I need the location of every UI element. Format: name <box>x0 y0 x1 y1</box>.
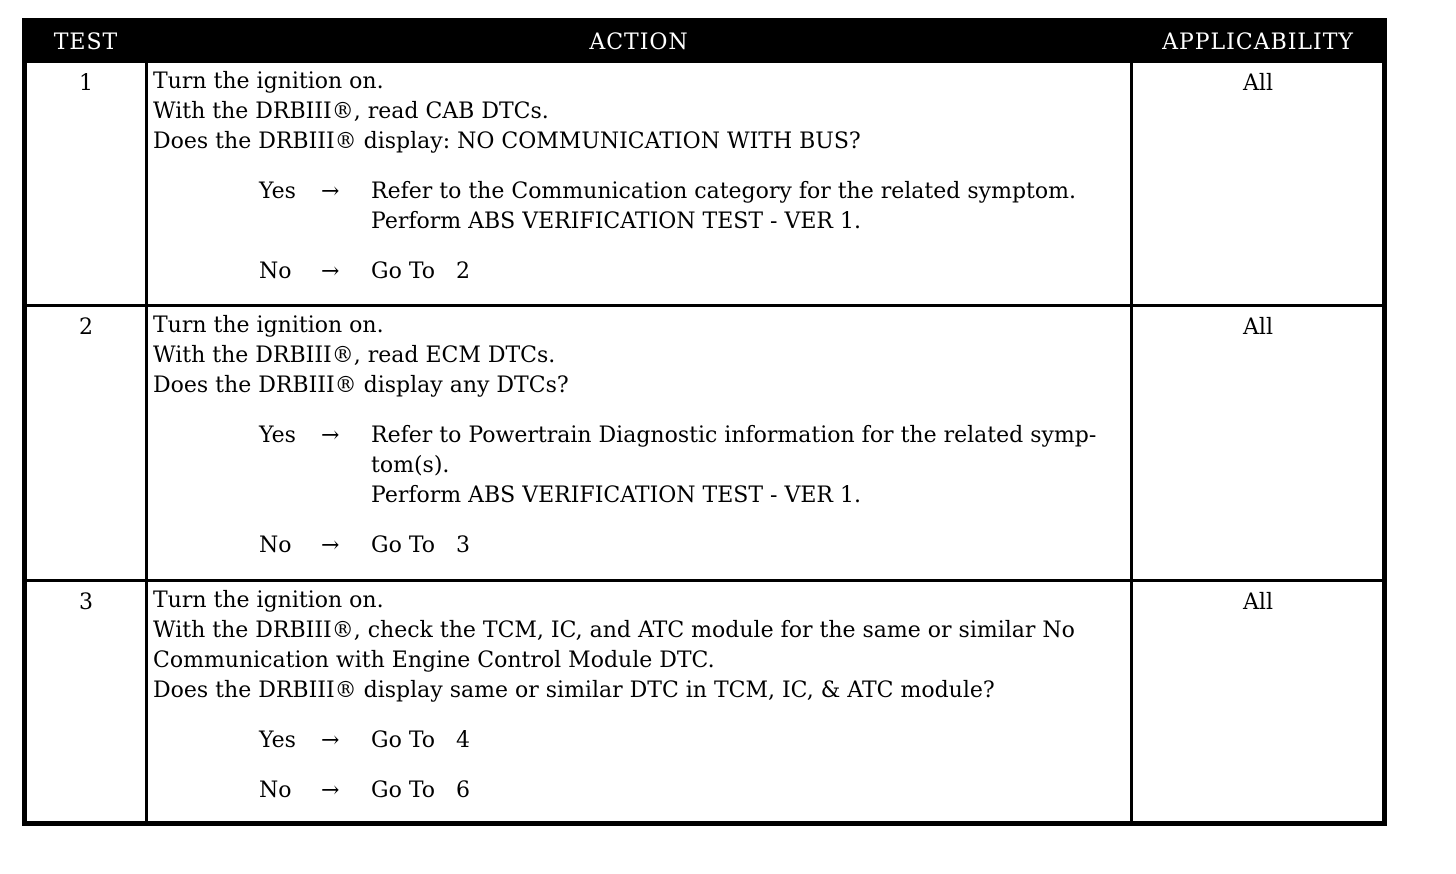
action-line: With the DRBIII®, check the TCM, IC, and ATC module for the same or similar No <box>153 618 1075 643</box>
yes-result-text: Refer to the Communication category for the related symptom. <box>371 179 1076 204</box>
action-cell <box>153 586 1133 806</box>
no-branch <box>153 531 1133 561</box>
applicability-value: All <box>1243 590 1273 615</box>
action-line: Does the DRBIII® display same or similar DTC in TCM, IC, & ATC module? <box>153 678 995 703</box>
action-line: Turn the ignition on. <box>153 588 384 613</box>
no-label: No <box>259 259 292 284</box>
no-label: No <box>259 778 292 803</box>
header-action: ACTION <box>589 30 689 55</box>
action-cell <box>153 67 1133 287</box>
row-divider <box>27 579 1382 582</box>
test-number: 1 <box>79 71 93 96</box>
yes-label: Yes <box>259 423 296 448</box>
yes-result-text: Perform ABS VERIFICATION TEST - VER 1. <box>371 483 861 508</box>
yes-branch <box>153 177 1133 237</box>
yes-label: Yes <box>259 179 296 204</box>
yes-result-text: tom(s). <box>371 453 450 478</box>
diagnostic-test-table <box>22 18 1387 826</box>
applicability-value: All <box>1243 315 1273 340</box>
yes-label: Yes <box>259 728 296 753</box>
arrow-icon: → <box>321 728 340 753</box>
no-branch <box>153 776 1133 806</box>
table-header <box>27 23 1382 63</box>
header-test: TEST <box>53 30 119 55</box>
row-divider <box>27 304 1382 307</box>
no-label: No <box>259 533 292 558</box>
yes-branch <box>153 726 1133 756</box>
action-line: With the DRBIII®, read ECM DTCs. <box>153 343 556 368</box>
yes-result-text: Go To 4 <box>371 728 470 753</box>
applicability-value: All <box>1243 71 1273 96</box>
no-result-text: Go To 3 <box>371 533 470 558</box>
arrow-icon: → <box>321 533 340 558</box>
action-line: Communication with Engine Control Module DTC. <box>153 648 715 673</box>
arrow-icon: → <box>321 179 340 204</box>
action-line: Does the DRBIII® display any DTCs? <box>153 373 569 398</box>
arrow-icon: → <box>321 423 340 448</box>
header-applicability: APPLICABILITY <box>1162 30 1354 55</box>
column-divider <box>145 63 148 821</box>
yes-result-text: Perform ABS VERIFICATION TEST - VER 1. <box>371 209 861 234</box>
no-result-text: Go To 2 <box>371 259 470 284</box>
no-result-text: Go To 6 <box>371 778 470 803</box>
action-line: Turn the ignition on. <box>153 69 384 94</box>
action-line: Does the DRBIII® display: NO COMMUNICATION WITH BUS? <box>153 129 861 154</box>
test-number: 3 <box>79 590 93 615</box>
action-line: With the DRBIII®, read CAB DTCs. <box>153 99 549 124</box>
arrow-icon: → <box>321 778 340 803</box>
yes-result-text: Refer to Powertrain Diagnostic information for the related symp- <box>371 423 1097 448</box>
test-number: 2 <box>79 315 93 340</box>
action-cell <box>153 311 1133 561</box>
no-branch <box>153 257 1133 287</box>
arrow-icon: → <box>321 259 340 284</box>
action-line: Turn the ignition on. <box>153 313 384 338</box>
yes-branch <box>153 421 1133 511</box>
